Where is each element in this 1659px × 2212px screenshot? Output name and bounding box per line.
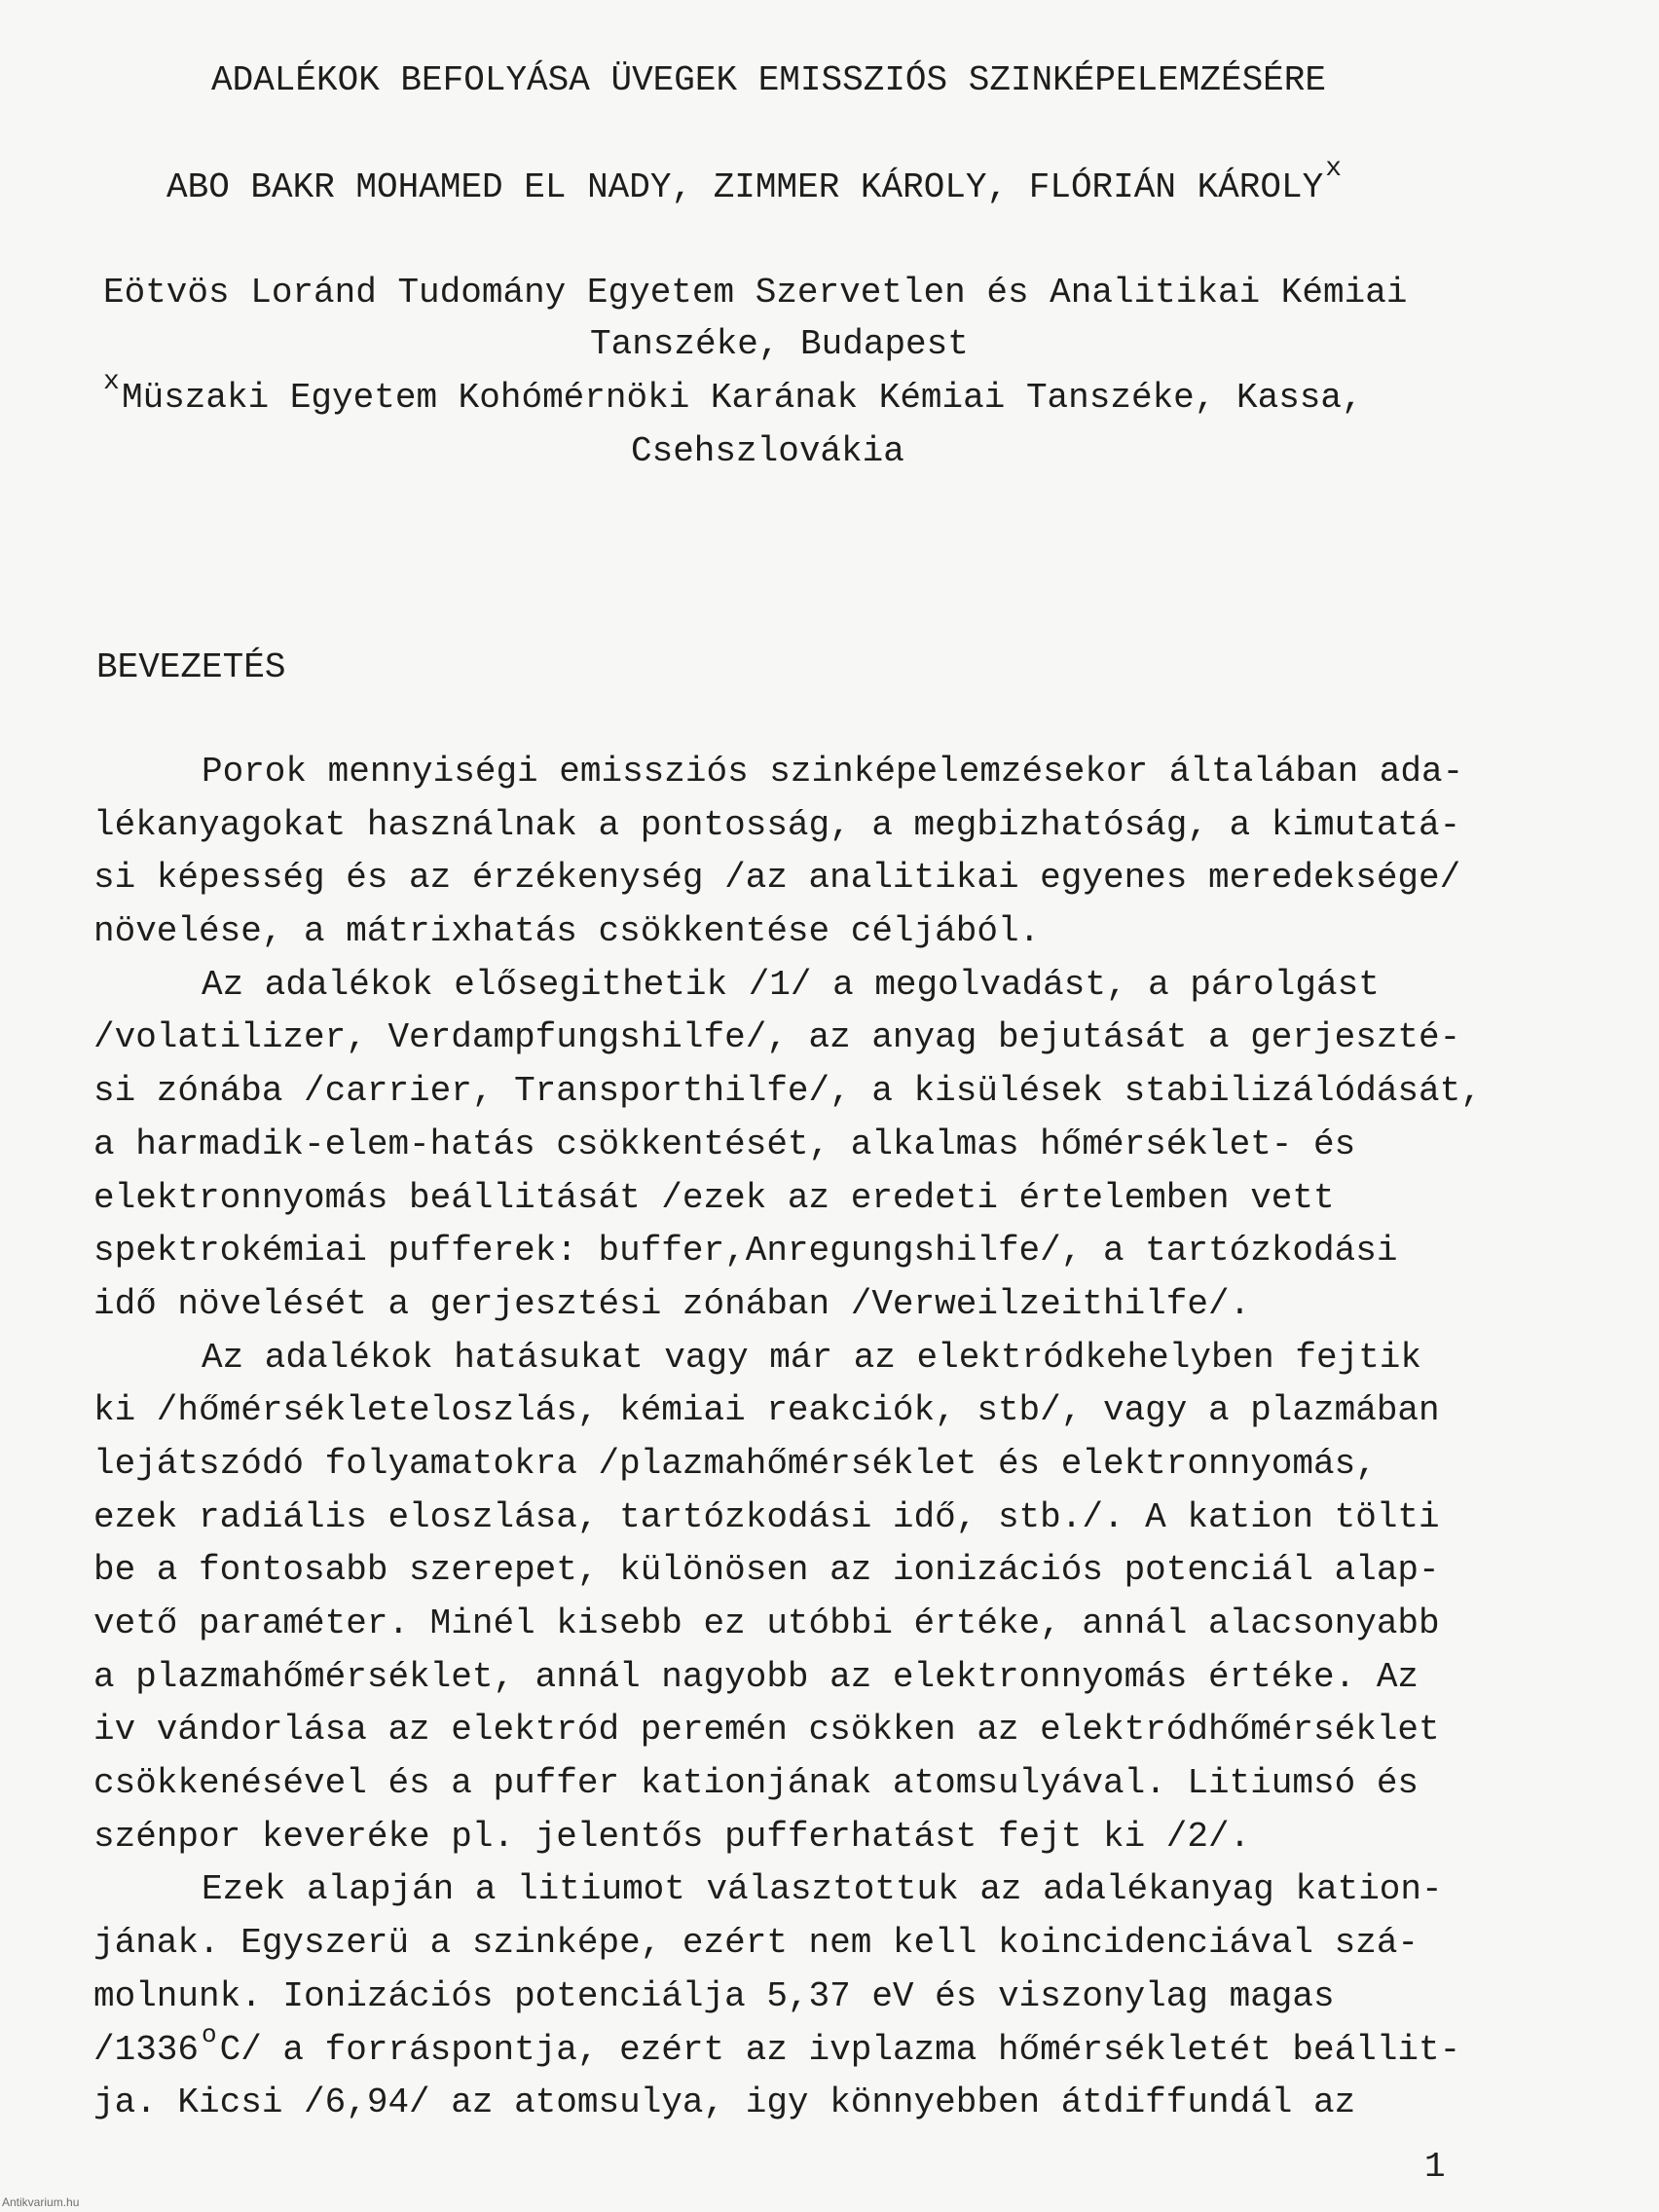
text-line: növelése, a mátrixhatás csökkentése céljából. xyxy=(93,911,1041,952)
affiliation-1-line-2: Tanszéke, Budapest xyxy=(590,324,969,364)
text-line: iv vándorlása az elektród peremén csökken az elektródhőmérséklet xyxy=(93,1710,1440,1751)
paper-title: ADALÉKOK BEFOLYÁSA ÜVEGEK EMISSZIÓS SZINKÉPELEMZÉSÉRE xyxy=(211,60,1326,100)
text-line: Ezek alapján a litiumot választottuk az adalékanyag kation- xyxy=(202,1869,1443,1910)
affiliation-2-line-2: Csehszlovákia xyxy=(631,431,904,471)
text-line: lékanyagokat használnak a pontosság, a megbizhatóság, a kimutatá- xyxy=(93,804,1461,845)
text-line: ezek radiális eloszlása, tartózkodási idő, stb./. A kation tölti xyxy=(93,1496,1440,1537)
affiliation-2-text: Müszaki Egyetem Kohómérnöki Karának Kémiai Tanszéke, Kassa, xyxy=(122,378,1363,418)
text-line: a harmadik-elem-hatás csökkentését, alkalmas hőmérséklet- és xyxy=(93,1124,1356,1164)
section-heading: BEVEZETÉS xyxy=(96,647,286,687)
paragraph xyxy=(93,746,1482,959)
text-line: Az adalékok hatásukat vagy már az elektródkehelyben fejtik xyxy=(202,1337,1422,1378)
affiliation-1-line-1: Eötvös Loránd Tudomány Egyetem Szervetlen és Analitikai Kémiai xyxy=(103,273,1408,313)
text-line: si zónába /carrier, Transporthilfe/, a kisülések stabilizálódását, xyxy=(93,1071,1482,1112)
text-line: ja. Kicsi /6,94/ az atomsulya, igy könnyebben átdiffundál az xyxy=(93,2083,1356,2123)
text-line: idő növelését a gerjesztési zónában /Verweilzeithilfe/. xyxy=(93,1283,1251,1324)
text-line: elektronnyomás beállitását /ezek az eredeti értelemben vett xyxy=(93,1177,1335,1218)
text-line: ki /hőmérsékleteloszlás, kémiai reakciók, stb/, vagy a plazmában xyxy=(93,1390,1440,1431)
text-line: /1336 oC/ a forráspontja, ezért az ivplazma hőmérsékletét beállit- xyxy=(93,2019,1461,2070)
text-line: molnunk. Ionizációs potenciálja 5,37 eV és viszonylag magas xyxy=(93,1975,1335,2016)
text-line: be a fontosabb szerepet, különösen az ionizációs potenciál alap- xyxy=(93,1550,1440,1591)
section-body xyxy=(93,746,1482,2130)
author-names: ABO BAKR MOHAMED EL NADY, ZIMMER KÁROLY, FLÓRIÁN KÁROLY xyxy=(166,167,1324,207)
affiliation-2-line-1: xMüszaki Egyetem Kohómérnöki Karának Kémiai Tanszéke, Kassa, xyxy=(103,367,1363,418)
text-segment: /1336 xyxy=(93,2029,200,2070)
text-line: si képesség és az érzékenység /az analitikai egyenes meredeksége/ xyxy=(93,858,1461,899)
paragraph xyxy=(93,1863,1482,2129)
paragraph xyxy=(93,959,1482,1332)
page-number: 1 xyxy=(1424,2147,1446,2187)
watermark: Antikvarium.hu xyxy=(2,2195,80,2209)
author-line: ABO BAKR MOHAMED EL NADY, ZIMMER KÁROLY, FLÓRIÁN KÁROLYx xyxy=(166,154,1343,207)
text-line: Porok mennyiségi emissziós szinképelemzésekor általában ada- xyxy=(202,752,1464,792)
text-line: vető paraméter. Minél kisebb ez utóbbi értéke, annál alacsonyabb xyxy=(93,1604,1440,1643)
text-line: szénpor keveréke pl. jelentős pufferhatást fejt ki /2/. xyxy=(93,1816,1251,1857)
text-line: jának. Egyszerü a szinképe, ezért nem kell koincidenciával szá- xyxy=(93,1923,1419,1964)
text-line: spektrokémiai pufferek: buffer,Anregungshilfe/, a tartózkodási xyxy=(93,1231,1398,1272)
paragraph xyxy=(93,1332,1482,1864)
text-line: lejátszódó folyamatokra /plazmahőmérséklet és elektronnyomás, xyxy=(93,1443,1377,1484)
text-line: /volatilizer, Verdampfungshilfe/, az anyag bejutását a gerjeszté- xyxy=(93,1017,1461,1058)
text-line: Az adalékok elősegithetik /1/ a megolvadást, a párolgást xyxy=(202,964,1380,1005)
text-segment: C/ a forráspontja, ezért az ivplazma hőmérsékletét beállit- xyxy=(219,2029,1461,2070)
text-line: csökkenésével és a puffer kationjának atomsulyával. Litiumsó és xyxy=(93,1763,1419,1804)
text-line: a plazmahőmérséklet, annál nagyobb az elektronnyomás értéke. Az xyxy=(93,1656,1419,1697)
